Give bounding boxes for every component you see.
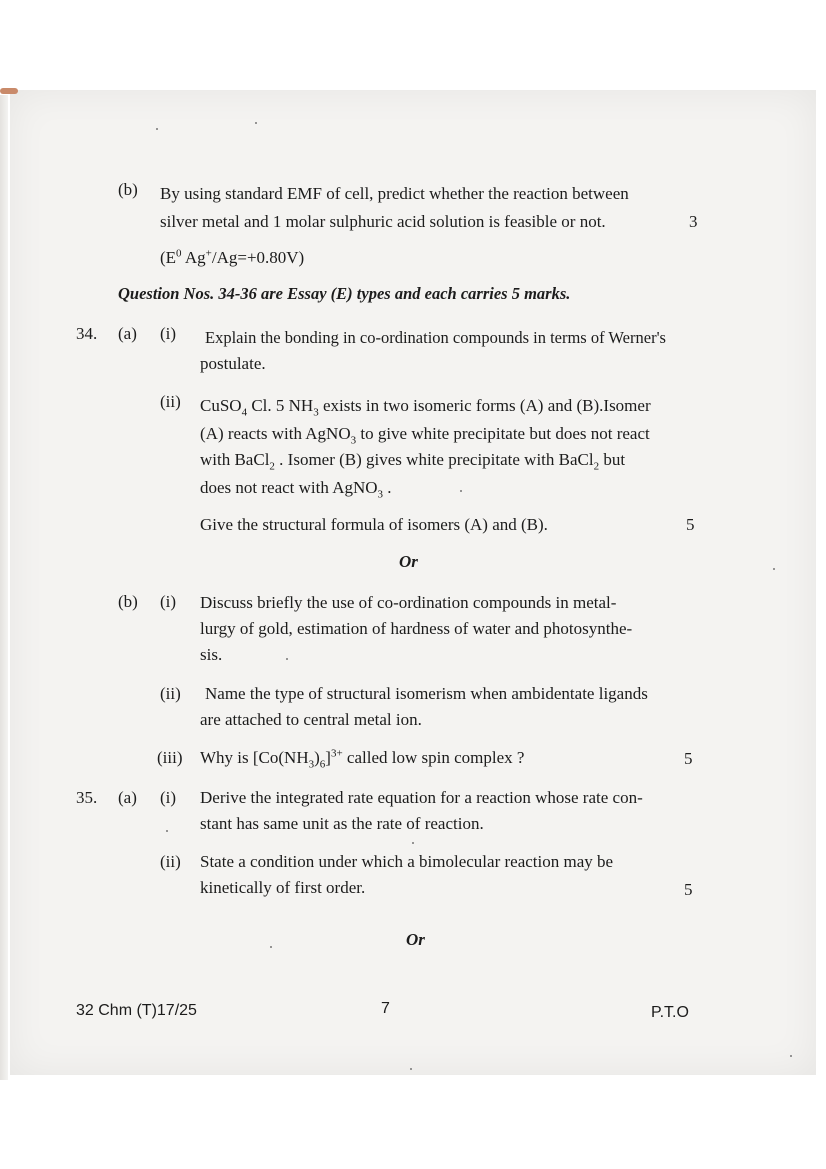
q33b-line1: By using standard EMF of cell, predict whether the reaction between [160, 184, 629, 203]
q34b-i-line2: lurgy of gold, estimation of hardness of water and photosynthe- [200, 619, 633, 638]
q34b-iii-label: (iii) [157, 748, 183, 767]
q35-number: 35. [76, 788, 98, 807]
q34a-ii-line3: with BaCl$_2$ . Isomer (B) gives white precipitate with BaCl$_2$ but [200, 450, 626, 473]
corner-mark [0, 88, 18, 94]
q34a-marks: 5 [686, 515, 695, 534]
scan-speck [156, 128, 158, 130]
q33b-marks: 3 [689, 212, 698, 231]
scan-speck [255, 122, 257, 124]
q35-or: Or [406, 930, 425, 949]
scan-speck [286, 658, 288, 660]
q35a-i-label: (i) [160, 788, 177, 807]
q35a-ii-line2: kinetically of first order. [200, 878, 366, 897]
q34a-ii-label: (ii) [160, 392, 181, 411]
essay-instruction: Question Nos. 34-36 are Essay (E) types and each carries 5 marks. [118, 284, 571, 303]
q34a-i-line2: postulate. [200, 354, 266, 373]
q34b-marks: 5 [684, 749, 693, 768]
q34b-label: (b) [118, 592, 138, 611]
q33b-emf-value: ($E^0$ Ag+/Ag=+0.80V) [160, 247, 305, 267]
scan-speck [773, 568, 775, 570]
scanned-page [10, 90, 816, 1075]
scan-speck [270, 946, 272, 948]
q34a-label: (a) [118, 324, 137, 343]
footer-page-number: 7 [381, 1000, 390, 1017]
q34a-give: Give the structural formula of isomers (A) and (B). [200, 515, 548, 534]
q34a-ii-line2: (A) reacts with AgNO$_3$ to give white precipitate but does not react [200, 424, 650, 447]
footer-paper-code: 32 Chm (T)17/25 [76, 1002, 197, 1019]
q34b-iii-line: Why is $[Co(NH_3)_6]^{3+}$ called low spin complex ? [200, 747, 525, 771]
q33b-line2: silver metal and 1 molar sulphuric acid solution is feasible or not. [160, 212, 606, 231]
q34b-i-line3: sis. [200, 645, 223, 664]
q34a-ii-line1: CuSO$_4$ Cl. 5 $NH_3$ exists in two isomeric forms (A) and (B).Isomer [200, 396, 651, 419]
q34a-i-line1: Explain the bonding in co-ordination compounds in terms of Werner's [205, 328, 666, 347]
scan-speck [412, 842, 414, 844]
q35a-ii-label: (ii) [160, 852, 181, 871]
q34b-ii-label: (ii) [160, 684, 181, 703]
q34a-i-label: (i) [160, 324, 177, 343]
scan-speck [460, 490, 462, 492]
q34b-ii-line1: Name the type of structural isomerism when ambidentate ligands [205, 684, 648, 703]
q34b-i-line1: Discuss briefly the use of co-ordination compounds in metal- [200, 593, 617, 612]
q35a-ii-line1: State a condition under which a bimolecular reaction may be [200, 852, 614, 871]
q35a-marks: 5 [684, 880, 693, 899]
footer-pto: P.T.O [651, 1004, 689, 1021]
scan-speck [166, 830, 168, 832]
q35a-label: (a) [118, 788, 137, 807]
q35a-i-line2: stant has same unit as the rate of reaction. [200, 814, 484, 833]
page-edge-shadow [0, 95, 8, 1080]
scan-speck [790, 1055, 792, 1057]
q34b-i-label: (i) [160, 592, 177, 611]
q34a-ii-line4: does not react with AgNO$_3$ . [200, 478, 392, 501]
q34-or: Or [399, 552, 418, 571]
q35a-i-line1: Derive the integrated rate equation for a reaction whose rate con- [200, 788, 643, 807]
q33b-label: (b) [118, 180, 138, 199]
scan-speck [410, 1068, 412, 1070]
q34-number: 34. [76, 324, 98, 343]
q34b-ii-line2: are attached to central metal ion. [200, 710, 422, 729]
